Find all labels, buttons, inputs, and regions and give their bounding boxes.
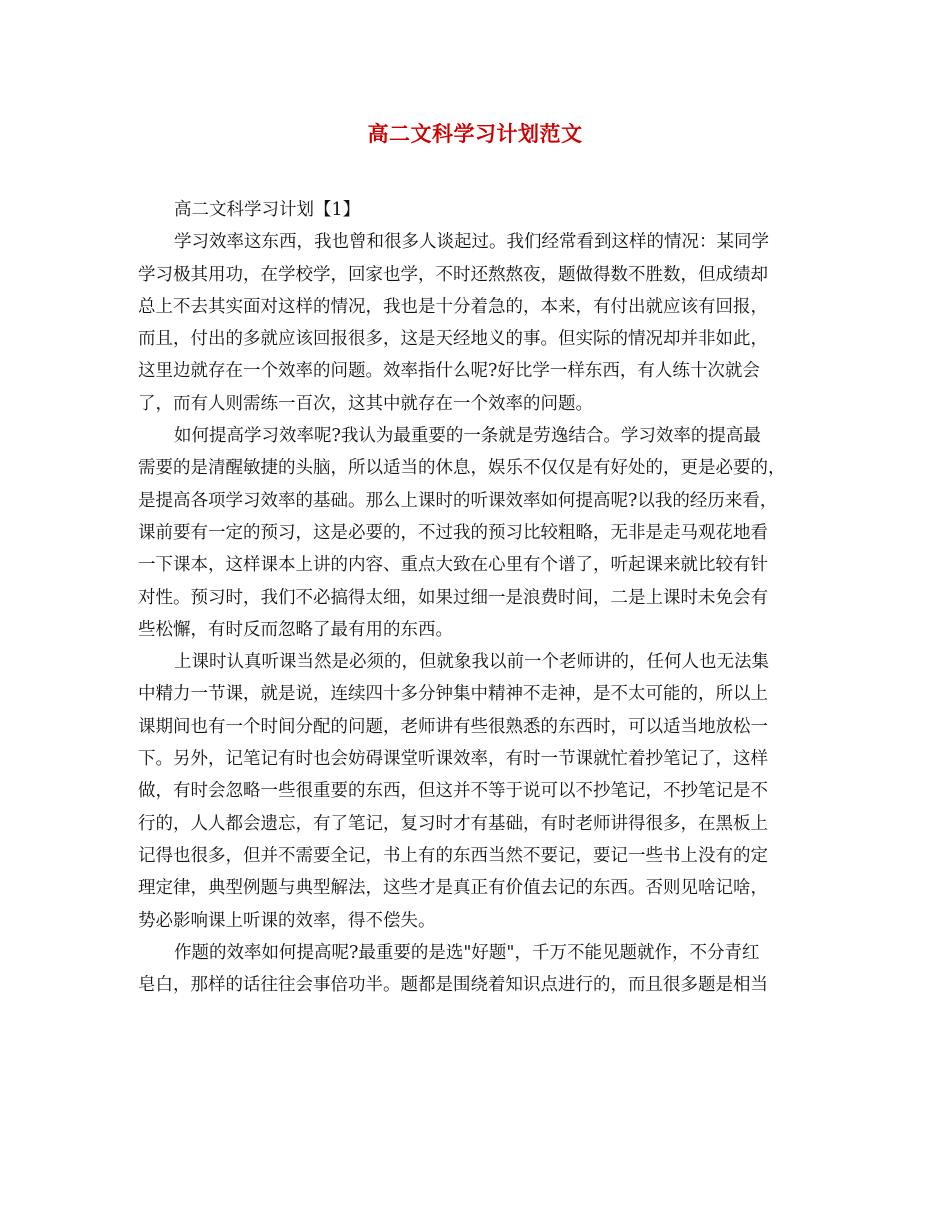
text-line: 需要的是清醒敏捷的头脑，所以适当的休息，娱乐不仅仅是有好处的，更是必要的， — [138, 458, 786, 479]
text-line: 上课时认真听课当然是必须的，但就象我以前一个老师讲的，任何人也无法集 — [174, 652, 769, 673]
text-line: 课期间也有一个时间分配的问题，老师讲有些很熟悉的东西时，可以适当地放松一 — [138, 716, 768, 737]
text-line: 高二文科学习计划【1】 — [174, 200, 361, 220]
text-line: 中精力一节课，就是说，连续四十多分钟集中精神不走神，是不太可能的，所以上 — [138, 684, 768, 705]
text-line: 对性。预习时，我们不必搞得太细，如果过细一是浪费时间，二是上课时未免会有 — [138, 587, 768, 608]
text-line: 而且，付出的多就应该回报很多，这是天经地义的事。但实际的情况却并非如此， — [138, 329, 768, 350]
document-title: 高二文科学习计划范文 — [367, 121, 583, 146]
text-line: 作题的效率如何提高呢?最重要的是选"好题"，千万不能见题就作，不分青红 — [174, 942, 760, 963]
text-line: 下。另外，记笔记有时也会妨碍课堂听课效率，有时一节课就忙着抄笔记了，这样 — [138, 749, 768, 770]
text-line: 行的，人人都会遗忘，有了笔记，复习时才有基础，有时老师讲得很多，在黑板上 — [138, 813, 768, 834]
text-line: 如何提高学习效率呢?我认为最重要的一条就是劳逸结合。学习效率的提高最 — [174, 426, 761, 447]
text-line: 学习极其用功，在学校学，回家也学，不时还熬熬夜，题做得数不胜数，但成绩却 — [138, 264, 768, 285]
text-line: 学习效率这东西，我也曾和很多人谈起过。我们经常看到这样的情况：某同学 — [174, 232, 769, 253]
text-line: 了，而有人则需练一百次，这其中就存在一个效率的问题。 — [138, 393, 593, 414]
text-line: 做，有时会忽略一些很重要的东西，但这并不等于说可以不抄笔记，不抄笔记是不 — [138, 781, 768, 802]
text-line: 一下课本，这样课本上讲的内容、重点大致在心里有个谱了，听起课来就比较有针 — [138, 555, 768, 576]
text-line: 记得也很多，但并不需要全记，书上有的东西当然不要记，要记一些书上没有的定 — [138, 845, 768, 866]
text-line: 些松懈，有时反而忽略了最有用的东西。 — [138, 619, 453, 640]
document-body — [138, 194, 828, 1001]
text-line: 总上不去其实面对这样的情况，我也是十分着急的，本来，有付出就应该有回报， — [138, 296, 768, 317]
text-line: 理定律，典型例题与典型解法，这些才是真正有价值去记的东西。否则见啥记啥， — [138, 878, 768, 899]
text-line: 这里边就存在一个效率的问题。效率指什么呢?好比学一样东西，有人练十次就会 — [138, 361, 760, 382]
text-line: 皂白，那样的话往往会事倍功半。题都是围绕着知识点进行的，而且很多题是相当 — [138, 975, 768, 996]
text-line: 是提高各项学习效率的基础。那么上课时的听课效率如何提高呢?以我的经历来看， — [138, 490, 778, 511]
text-line: 课前要有一定的预习，这是必要的，不过我的预习比较粗略，无非是走马观花地看 — [138, 522, 768, 543]
text-line: 势必影响课上听课的效率，得不偿失。 — [138, 910, 436, 931]
